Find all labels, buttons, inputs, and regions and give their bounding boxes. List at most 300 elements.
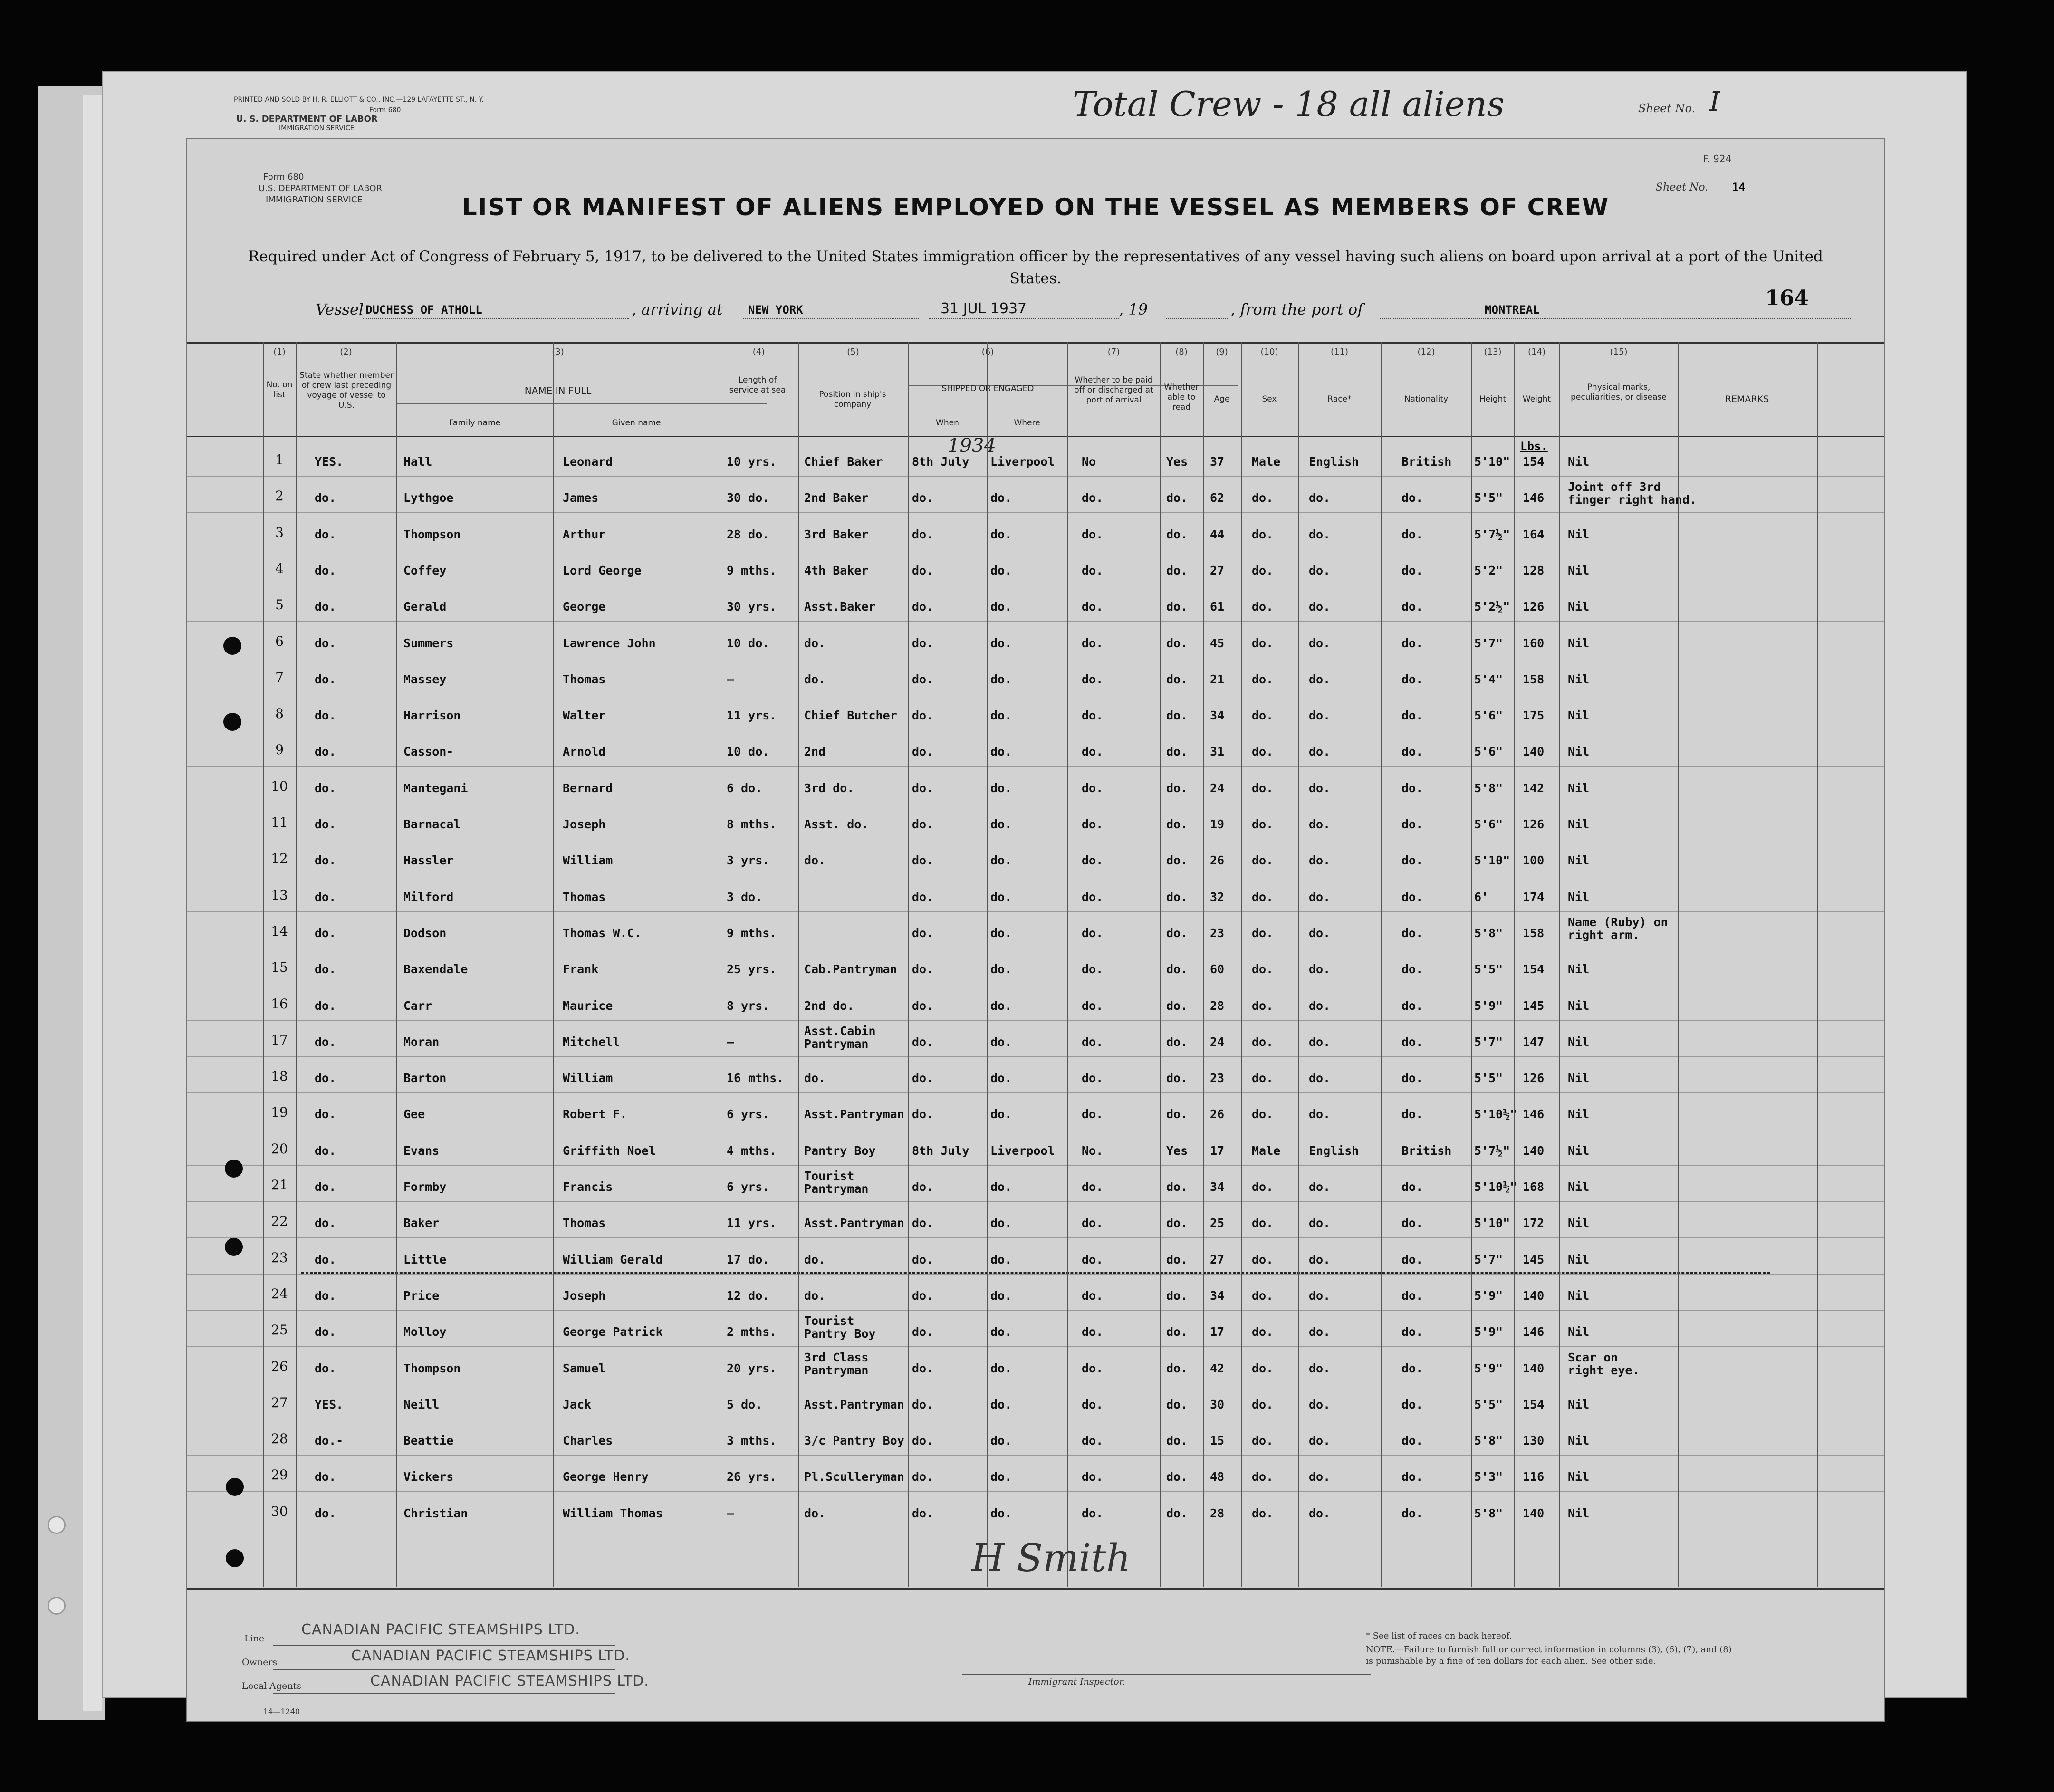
inspector-label: Immigrant Inspector. <box>1028 1677 1125 1687</box>
able-read-cell: do. <box>1166 890 1188 904</box>
column-rule <box>553 342 554 1587</box>
row-number: 16 <box>271 996 288 1012</box>
height-cell: 5'7½" <box>1474 527 1510 541</box>
given-name-cell: Griffith Noel <box>563 1144 656 1158</box>
prev-voyage-cell: YES. <box>315 1398 344 1411</box>
physical-marks-cell: Nil <box>1568 817 1590 831</box>
punch-hole <box>48 1516 66 1534</box>
col-num-1: (1) <box>273 347 286 357</box>
race-note: * See list of races on back hereof. <box>1366 1631 1512 1641</box>
paid-off-cell: do. <box>1082 1107 1104 1121</box>
family-name-cell: Coffey <box>403 564 447 577</box>
height-cell: 5'5" <box>1474 491 1503 505</box>
position-cell: 4th Baker <box>804 564 869 577</box>
shipped-where-cell: do. <box>990 926 1012 940</box>
family-name-cell: Moran <box>403 1035 440 1049</box>
given-name-cell: William <box>563 1071 613 1085</box>
height-cell: 5'6" <box>1474 745 1503 758</box>
column-rule <box>798 342 799 1587</box>
shipped-when-cell: do. <box>912 491 934 505</box>
race-cell: do. <box>1309 962 1331 976</box>
nationality-cell: do. <box>1401 1035 1423 1049</box>
prev-voyage-cell: do. <box>315 564 336 577</box>
punch-hole-dark <box>226 1549 244 1567</box>
col-num-7: (7) <box>1107 347 1120 357</box>
service-length-cell: 28 do. <box>727 527 770 541</box>
race-cell: do. <box>1309 781 1331 795</box>
shipped-when-cell: do. <box>912 1434 934 1447</box>
physical-marks-cell: Nil <box>1568 745 1590 758</box>
service-length-cell: 9 mths. <box>727 564 777 577</box>
given-name-cell: Walter <box>563 709 606 722</box>
form-no: Form 680 <box>263 172 304 182</box>
paid-off-cell: do. <box>1082 853 1104 867</box>
height-cell: 5'8" <box>1474 1506 1503 1520</box>
position-cell: do. <box>804 1506 826 1520</box>
position-cell: Pl.Sculleryman <box>804 1470 904 1484</box>
service-length-cell: 11 yrs. <box>727 709 777 722</box>
shipped-where-cell: do. <box>990 491 1012 505</box>
paid-off-cell: do. <box>1082 636 1104 650</box>
shipped-where-cell: do. <box>990 1506 1012 1520</box>
race-cell: do. <box>1309 564 1331 577</box>
weight-cell: 146 <box>1523 1107 1545 1121</box>
height-cell: 5'9" <box>1474 999 1503 1013</box>
given-name-cell: Robert F. <box>563 1107 627 1121</box>
weight-cell: 140 <box>1523 1289 1545 1303</box>
prev-voyage-cell: do. <box>315 745 336 758</box>
physical-marks-cell: Nil <box>1568 600 1590 613</box>
paid-off-cell: do. <box>1082 1398 1104 1411</box>
row-number: 4 <box>275 561 284 576</box>
family-name-cell: Massey <box>403 672 447 686</box>
given-name-cell: Thomas <box>563 890 606 904</box>
weight-cell: 116 <box>1523 1470 1545 1484</box>
column-rule <box>263 342 264 1587</box>
age-cell: 24 <box>1210 781 1225 795</box>
header-physical: Physical marks, peculiarities, or disease <box>1571 383 1667 402</box>
physical-marks-cell: Nil <box>1568 1506 1590 1520</box>
service-length-cell: 3 do. <box>727 890 763 904</box>
given-name-cell: Thomas <box>563 672 606 686</box>
shipped-where-cell: do. <box>990 1180 1012 1194</box>
sex-cell: do. <box>1252 962 1274 976</box>
shipped-where-cell: do. <box>990 1216 1012 1230</box>
weight-cell: 130 <box>1523 1434 1545 1447</box>
shipped-when-cell: do. <box>912 1470 934 1484</box>
weight-cell: 174 <box>1523 890 1545 904</box>
shipped-where-cell: Liverpool <box>990 1144 1055 1158</box>
shipped-when-cell: do. <box>912 1035 934 1049</box>
shipped-where-cell: do. <box>990 1470 1012 1484</box>
sex-cell: Male <box>1252 1144 1281 1158</box>
shipped-when-cell: do. <box>912 1107 934 1121</box>
family-name-cell: Mantegani <box>403 781 468 795</box>
handwritten-crew-note: Total Crew - 18 all aliens <box>1073 84 1505 124</box>
position-cell: Asst.Pantryman <box>804 1398 904 1411</box>
sex-cell: Male <box>1252 455 1281 469</box>
row-number: 11 <box>271 815 288 830</box>
paid-off-cell: do. <box>1082 781 1104 795</box>
weight-cell: 154 <box>1523 1398 1545 1411</box>
race-cell: do. <box>1309 1180 1331 1194</box>
physical-marks-cell: Nil <box>1568 962 1590 976</box>
weight-cell: 154 <box>1523 455 1545 469</box>
sex-cell: do. <box>1252 853 1274 867</box>
position-cell: do. <box>804 853 826 867</box>
nationality-cell: do. <box>1401 1216 1423 1230</box>
physical-marks-cell: Nil <box>1568 672 1590 686</box>
shipped-where-cell: do. <box>990 817 1012 831</box>
weight-cell: 147 <box>1523 1035 1545 1049</box>
paid-off-cell: do. <box>1082 745 1104 758</box>
header-age: Age <box>1214 394 1230 404</box>
age-cell: 23 <box>1210 1071 1225 1085</box>
back-service: IMMIGRATION SERVICE <box>279 125 355 132</box>
position-cell: Tourist Pantryman <box>804 1169 869 1196</box>
service-length-cell: 17 do. <box>727 1253 770 1266</box>
shipped-when-cell: do. <box>912 745 934 758</box>
col-num-4: (4) <box>752 347 765 357</box>
shipped-where-cell: do. <box>990 600 1012 613</box>
weight-cell: 100 <box>1523 853 1545 867</box>
height-cell: 5'3" <box>1474 1470 1503 1484</box>
position-cell: Asst. do. <box>804 817 869 831</box>
nationality-cell: do. <box>1401 1253 1423 1266</box>
service-length-cell: 25 yrs. <box>727 962 777 976</box>
service-length-cell: 3 yrs. <box>727 853 770 867</box>
nationality-cell: do. <box>1401 1180 1423 1194</box>
nationality-cell: do. <box>1401 636 1423 650</box>
height-cell: 5'2" <box>1474 564 1503 577</box>
row-number: 23 <box>271 1250 288 1265</box>
manifest-sheet <box>186 138 1885 1722</box>
shipped-when-cell: 8th July <box>912 1144 969 1158</box>
height-cell: 5'7" <box>1474 1253 1503 1266</box>
service-length-cell: 10 do. <box>727 636 770 650</box>
weight-cell: 146 <box>1523 491 1545 505</box>
row-number: 18 <box>271 1068 288 1084</box>
paid-off-cell: do. <box>1082 1035 1104 1049</box>
sex-cell: do. <box>1252 781 1274 795</box>
race-cell: do. <box>1309 817 1331 831</box>
header-position: Position in ship's company <box>819 390 886 409</box>
weight-cell: 160 <box>1523 636 1545 650</box>
owners-value: CANADIAN PACIFIC STEAMSHIPS LTD. <box>351 1648 630 1664</box>
given-name-cell: James <box>563 491 599 505</box>
column-rule <box>1678 342 1679 1587</box>
paid-off-cell: do. <box>1082 1289 1104 1303</box>
age-cell: 19 <box>1210 817 1225 831</box>
race-cell: do. <box>1309 1398 1331 1411</box>
prev-voyage-cell: do. <box>315 600 336 613</box>
position-cell: 2nd Baker <box>804 491 869 505</box>
shipped-when-cell: do. <box>912 926 934 940</box>
nationality-cell: do. <box>1401 1071 1423 1085</box>
left-edge-strip <box>83 95 102 1711</box>
shipped-where-cell: do. <box>990 853 1012 867</box>
punch-hole-dark <box>223 637 241 655</box>
service-length-cell: 10 do. <box>727 745 770 758</box>
sex-cell: do. <box>1252 636 1274 650</box>
sex-cell: do. <box>1252 1470 1274 1484</box>
col-num-13: (13) <box>1484 347 1502 357</box>
height-cell: 5'9" <box>1474 1361 1503 1375</box>
shipped-when-cell: do. <box>912 1398 934 1411</box>
shipped-where-cell: do. <box>990 1035 1012 1049</box>
shipped-where-cell: do. <box>990 709 1012 722</box>
height-cell: 5'7½" <box>1474 1144 1510 1158</box>
paid-off-cell: do. <box>1082 491 1104 505</box>
header-where: Where <box>1014 418 1040 428</box>
physical-marks-cell: Scar on right eye. <box>1568 1351 1640 1377</box>
sex-cell: do. <box>1252 1253 1274 1266</box>
able-read-cell: do. <box>1166 564 1188 577</box>
service-length-cell: — <box>727 1035 734 1049</box>
arrival-date-stamp: 31 JUL 1937 <box>941 300 1027 317</box>
position-cell: Asst.Cabin Pantryman <box>804 1024 876 1051</box>
race-cell: do. <box>1309 853 1331 867</box>
prev-voyage-cell: do. <box>315 1035 336 1049</box>
prev-voyage-cell: do. <box>315 1144 336 1158</box>
back-sheet-label: Sheet No. <box>1638 102 1696 115</box>
col-num-10: (10) <box>1260 347 1278 357</box>
shipped-when-cell: do. <box>912 962 934 976</box>
shipped-where-cell: do. <box>990 1361 1012 1375</box>
paid-off-cell: do. <box>1082 600 1104 613</box>
age-cell: 28 <box>1210 1506 1225 1520</box>
header-able-read: Whether able to read <box>1164 383 1199 412</box>
punch-hole-dark <box>225 1160 243 1178</box>
height-cell: 5'7" <box>1474 1035 1503 1049</box>
position-cell: Cab.Pantryman <box>804 962 897 976</box>
given-name-cell: Joseph <box>563 1289 606 1303</box>
shipped-when-cell: do. <box>912 999 934 1013</box>
row-number: 3 <box>275 525 284 540</box>
sex-cell: do. <box>1252 600 1274 613</box>
given-name-cell: George Henry <box>563 1470 649 1484</box>
given-name-cell: Francis <box>563 1180 613 1194</box>
age-cell: 27 <box>1210 564 1225 577</box>
weight-cell: 164 <box>1523 527 1545 541</box>
age-cell: 34 <box>1210 1289 1225 1303</box>
height-cell: 5'4" <box>1474 672 1503 686</box>
nationality-cell: do. <box>1401 1470 1423 1484</box>
nationality-cell: do. <box>1401 926 1423 940</box>
able-read-cell: do. <box>1166 1216 1188 1230</box>
family-name-cell: Vickers <box>403 1470 454 1484</box>
given-name-cell: Maurice <box>563 999 613 1013</box>
family-name-cell: Dodson <box>403 926 447 940</box>
dept-label: U.S. DEPARTMENT OF LABOR <box>259 183 382 193</box>
service-length-cell: 6 yrs. <box>727 1107 770 1121</box>
from-port-label: , from the port of <box>1230 300 1363 318</box>
header-shipped: SHIPPED OR ENGAGED <box>941 384 1034 393</box>
family-name-cell: Formby <box>403 1180 447 1194</box>
fine-note: NOTE.—Failure to furnish full or correct information in columns (3), (6), (7), and (8) is punishable by a fine of ten dollars for each alien. See other side. <box>1366 1645 1732 1666</box>
family-name-cell: Milford <box>403 890 454 904</box>
punch-hole-dark <box>225 1238 243 1256</box>
service-label: IMMIGRATION SERVICE <box>266 195 363 205</box>
paid-off-cell: do. <box>1082 926 1104 940</box>
race-cell: do. <box>1309 491 1331 505</box>
able-read-cell: do. <box>1166 1325 1188 1339</box>
back-sheet-value: I <box>1709 86 1720 117</box>
race-cell: do. <box>1309 745 1331 758</box>
physical-marks-cell: Nil <box>1568 781 1590 795</box>
position-cell: Asst.Pantryman <box>804 1216 904 1230</box>
col-num-15: (15) <box>1610 347 1628 357</box>
service-length-cell: — <box>727 672 734 686</box>
row-number: 12 <box>271 851 288 866</box>
column-rule <box>296 342 297 1587</box>
age-cell: 26 <box>1210 853 1225 867</box>
nationality-cell: do. <box>1401 564 1423 577</box>
column-rule <box>396 342 397 1587</box>
physical-marks-cell: Nil <box>1568 1434 1590 1447</box>
able-read-cell: do. <box>1166 1434 1188 1447</box>
nationality-cell: do. <box>1401 600 1423 613</box>
row-number: 19 <box>271 1104 288 1120</box>
nationality-cell: do. <box>1401 1398 1423 1411</box>
back-form-no: Form 680 <box>369 106 401 114</box>
row-number: 2 <box>275 488 284 504</box>
shipped-when-cell: do. <box>912 1289 934 1303</box>
sheet-no-value: 14 <box>1732 181 1746 194</box>
physical-marks-cell: Nil <box>1568 853 1590 867</box>
header-length-service: Length of service at sea <box>729 375 786 395</box>
service-length-cell: 2 mths. <box>727 1325 777 1339</box>
col-num-11: (11) <box>1331 347 1348 357</box>
height-cell: 5'9" <box>1474 1289 1503 1303</box>
position-cell: 3rd do. <box>804 781 854 795</box>
prev-voyage-cell: do. <box>315 1289 336 1303</box>
paid-off-cell: do. <box>1082 1180 1104 1194</box>
paid-off-cell: do. <box>1082 1325 1104 1339</box>
column-rule <box>1817 342 1818 1587</box>
column-rule <box>1471 342 1472 1587</box>
given-name-cell: William <box>563 853 613 867</box>
paid-off-cell: No. <box>1082 1144 1104 1158</box>
paid-off-cell: do. <box>1082 1216 1104 1230</box>
height-cell: 5'2½" <box>1474 600 1510 613</box>
position-cell: Tourist Pantry Boy <box>804 1314 876 1341</box>
age-cell: 30 <box>1210 1398 1225 1411</box>
age-cell: 45 <box>1210 636 1225 650</box>
col-num-12: (12) <box>1417 347 1435 357</box>
position-cell: do. <box>804 672 826 686</box>
position-cell: 3rd Baker <box>804 527 869 541</box>
shipped-when-cell: do. <box>912 1216 934 1230</box>
weight-cell: 128 <box>1523 564 1545 577</box>
family-name-cell: Neill <box>403 1398 440 1411</box>
nationality-cell: do. <box>1401 781 1423 795</box>
race-cell: do. <box>1309 1361 1331 1375</box>
family-name-cell: Thompson <box>403 527 461 541</box>
given-name-cell: Arthur <box>563 527 606 541</box>
physical-marks-cell: Nil <box>1568 1180 1590 1194</box>
col-num-3: (3) <box>552 347 564 357</box>
age-cell: 34 <box>1210 1180 1225 1194</box>
paid-off-cell: do. <box>1082 1470 1104 1484</box>
race-cell: do. <box>1309 709 1331 722</box>
race-cell: do. <box>1309 672 1331 686</box>
nationality-cell: do. <box>1401 853 1423 867</box>
prev-voyage-cell: do. <box>315 1506 336 1520</box>
column-rule <box>1067 342 1068 1587</box>
shipped-when-cell: do. <box>912 1253 934 1266</box>
family-name-cell: Gee <box>403 1107 425 1121</box>
row-number: 7 <box>275 670 284 685</box>
prev-voyage-cell: do. <box>315 853 336 867</box>
family-name-cell: Barton <box>403 1071 447 1085</box>
physical-marks-cell: Nil <box>1568 1253 1590 1266</box>
weight-cell: 140 <box>1523 1144 1545 1158</box>
race-cell: do. <box>1309 1216 1331 1230</box>
sex-cell: do. <box>1252 491 1274 505</box>
able-read-cell: do. <box>1166 1470 1188 1484</box>
able-read-cell: do. <box>1166 745 1188 758</box>
height-cell: 5'6" <box>1474 817 1503 831</box>
prev-voyage-cell: do. <box>315 636 336 650</box>
prev-voyage-cell: do.- <box>315 1434 344 1447</box>
age-cell: 48 <box>1210 1470 1225 1484</box>
family-name-cell: Molloy <box>403 1325 447 1339</box>
race-cell: do. <box>1309 1035 1331 1049</box>
nationality-cell: do. <box>1401 1434 1423 1447</box>
physical-marks-cell: Nil <box>1568 709 1590 722</box>
race-cell: do. <box>1309 999 1331 1013</box>
age-cell: 26 <box>1210 1107 1225 1121</box>
sex-cell: do. <box>1252 709 1274 722</box>
paid-off-cell: do. <box>1082 672 1104 686</box>
row-number: 8 <box>275 706 284 721</box>
able-read-cell: do. <box>1166 926 1188 940</box>
position-cell: Pantry Boy <box>804 1144 876 1158</box>
family-name-cell: Hassler <box>403 853 454 867</box>
nationality-cell: do. <box>1401 1107 1423 1121</box>
sex-cell: do. <box>1252 1107 1274 1121</box>
given-name-cell: Arnold <box>563 745 606 758</box>
row-number: 24 <box>271 1286 288 1302</box>
col-num-6: (6) <box>981 347 994 357</box>
physical-marks-cell: Nil <box>1568 1107 1590 1121</box>
service-length-cell: 9 mths. <box>727 926 777 940</box>
row-number: 21 <box>271 1177 288 1193</box>
height-cell: 5'10" <box>1474 853 1510 867</box>
sex-cell: do. <box>1252 999 1274 1013</box>
shipped-where-cell: Liverpool <box>990 455 1055 469</box>
weight-cell: 140 <box>1523 1506 1545 1520</box>
nationality-cell: do. <box>1401 890 1423 904</box>
given-name-cell: Jack <box>563 1398 592 1411</box>
able-read-cell: do. <box>1166 672 1188 686</box>
family-name-cell: Casson- <box>403 745 454 758</box>
owners-label: Owners <box>242 1657 278 1667</box>
given-name-cell: Joseph <box>563 817 606 831</box>
service-length-cell: 30 do. <box>727 491 770 505</box>
shipped-when-cell: do. <box>912 1506 934 1520</box>
back-dept: U. S. DEPARTMENT OF LABOR <box>236 114 378 124</box>
weight-cell: 145 <box>1523 1253 1545 1266</box>
age-cell: 23 <box>1210 926 1225 940</box>
paid-off-cell: do. <box>1082 527 1104 541</box>
race-cell: do. <box>1309 1325 1331 1339</box>
row-number: 5 <box>275 597 284 613</box>
column-rule <box>1514 342 1515 1587</box>
race-cell: do. <box>1309 1253 1331 1266</box>
physical-marks-cell: Name (Ruby) on right arm. <box>1568 915 1668 942</box>
